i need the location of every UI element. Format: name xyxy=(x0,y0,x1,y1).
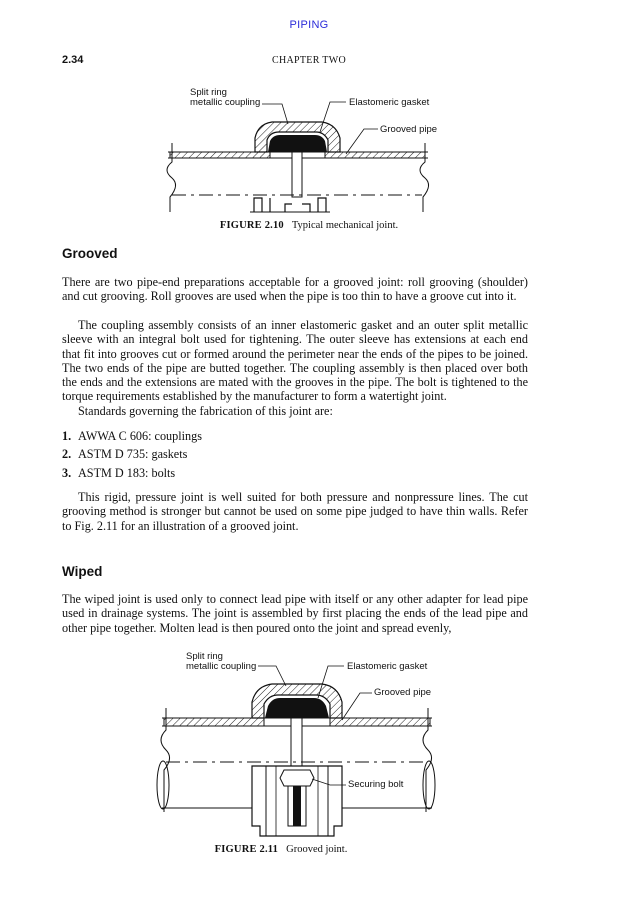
figure-2-10-label-coupling: Split ring metallic coupling xyxy=(190,87,261,108)
list-item-text: AWWA C 606: couplings xyxy=(78,429,202,443)
figure-2-11-caption xyxy=(0,844,590,855)
wiped-paragraph-1: The wiped joint is used only to connect lead pipe with itself or any other adapter for lead pipe used in drainage systems. The joint is assembled by first placing the ends of the lead pipe and other pipe together. Molten lead is then poured onto the joint and spread evenly, xyxy=(62,592,528,635)
grooved-paragraph-3: Standards governing the fabrication of this joint are: xyxy=(78,404,333,418)
grooved-paragraph-1: There are two pipe-end preparations acceptable for a grooved joint: roll grooving (shoulder) and cut grooving. Roll grooves are used when the pipe is too thin to have a groove cut into it. xyxy=(62,275,528,304)
elastomeric-gasket xyxy=(265,698,329,718)
figure-2-11-caption-text: Grooved joint. xyxy=(286,844,348,855)
figure-2-10-number: FIGURE 2.10 xyxy=(219,220,284,231)
securing-bolt-nut xyxy=(280,770,314,786)
page-number: 2.34 xyxy=(62,54,84,66)
figure-2-11-label-groove: Grooved pipe xyxy=(374,687,432,698)
list-item-number: 3. xyxy=(62,465,72,480)
figure-2-11-number: FIGURE 2.11 xyxy=(214,844,279,855)
pipe-wall-right xyxy=(330,718,430,726)
list-item-text: ASTM D 735: gaskets xyxy=(78,447,188,462)
figure-2-11-label-bolt: Securing bolt xyxy=(348,779,404,790)
grooved-paragraph-4: This rigid, pressure joint is well suited for both pressure and nonpressure lines. The cut grooving method is stronger but cannot be used on some pipe judged to have thin walls. Refer to Fig. 2.11 for an illustration of a grooved joint. xyxy=(62,490,528,533)
list-item-text: ASTM D 183: bolts xyxy=(78,465,176,480)
figure-2-10-label-groove: Grooved pipe xyxy=(380,124,438,135)
bolt-shank xyxy=(291,718,302,766)
figure-2-10-label-gasket: Elastomeric gasket xyxy=(349,97,430,108)
figure-2-10-caption-text: Typical mechanical joint. xyxy=(291,220,399,231)
section-heading-wiped: Wiped xyxy=(62,564,103,579)
grooved-paragraph-2: The coupling assembly consists of an inner elastomeric gasket and an outer split metallic sleeve with an integral bolt used for tightening. The outer sleeve has extensions at each end that fit into grooves cut or formed around the perimeter near the ends of the pipes to be joined. The two ends of the pipe are butted together. The coupling assembly is then placed over both the ends and the extensions are mated with the grooves in the pipe. The bolt is tightened to the torque requirements established by the manufacturer to form a watertight joint. xyxy=(62,318,528,404)
list-item-number: 2. xyxy=(62,447,72,462)
running-header-title: PIPING xyxy=(289,19,329,31)
list-item-number: 1. xyxy=(62,429,72,443)
figure-2-11-label-coupling: Split ring metallic coupling xyxy=(186,651,257,672)
section-heading-grooved: Grooved xyxy=(62,246,118,261)
figure-2-11-label-gasket: Elastomeric gasket xyxy=(347,661,428,672)
pipe-wall-left xyxy=(164,718,264,726)
chapter-title: CHAPTER TWO xyxy=(272,55,346,66)
